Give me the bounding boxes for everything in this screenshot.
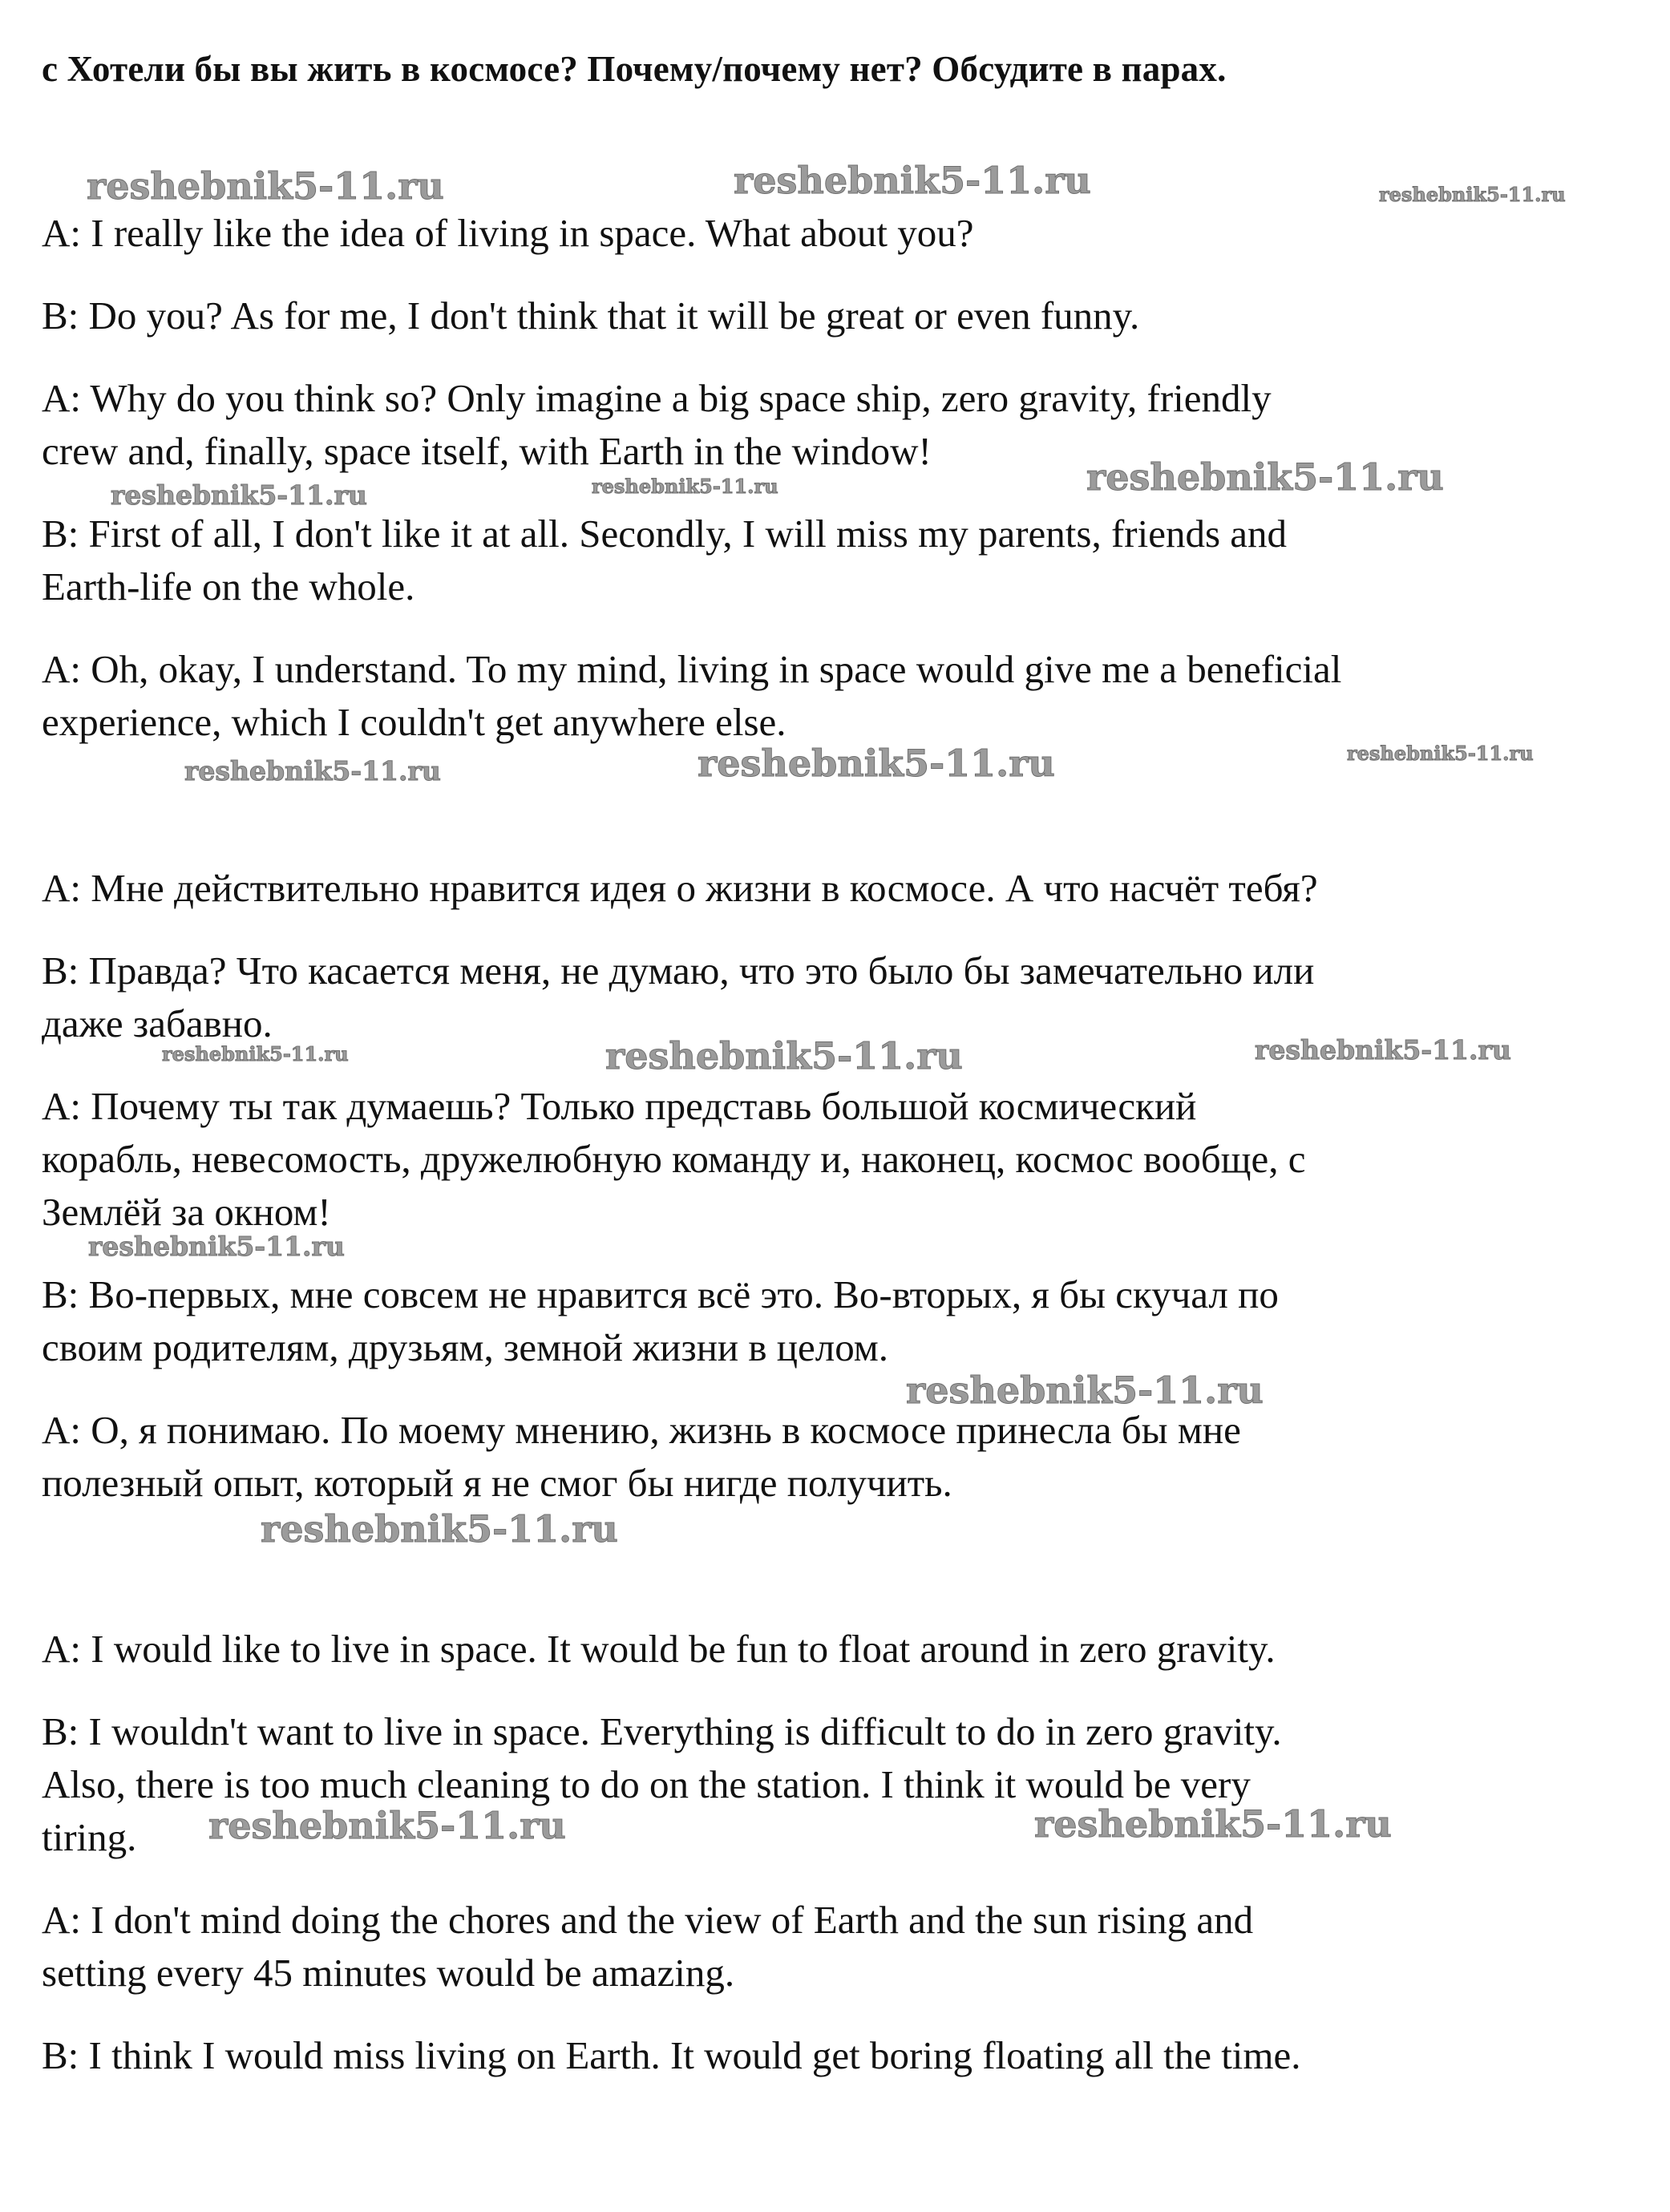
- watermark: reshebnik5-11.ru: [1347, 742, 1534, 765]
- watermark: reshebnik5-11.ru: [906, 1369, 1264, 1412]
- watermark: reshebnik5-11.ru: [162, 1042, 349, 1066]
- dialogue-line: A: Почему ты так думаешь? Только представь большой космический: [42, 1084, 1197, 1128]
- dialogue-line: B: I wouldn't want to live in space. Everything is difficult to do in zero gravity.: [42, 1709, 1282, 1753]
- dialogue-line: A: I don't mind doing the chores and the view of Earth and the sun rising and: [42, 1898, 1254, 1942]
- dialogue-line: setting every 45 minutes would be amazing.: [42, 1951, 735, 1995]
- watermark: reshebnik5-11.ru: [88, 1231, 345, 1262]
- watermark: reshebnik5-11.ru: [605, 1034, 963, 1078]
- dialogue-line: A: О, я понимаю. По моему мнению, жизнь в космосе принесла бы мне: [42, 1408, 1241, 1452]
- watermark: reshebnik5-11.ru: [734, 159, 1091, 202]
- dialogue-line: A: Oh, okay, I understand. To my mind, living in space would give me a beneficial: [42, 647, 1342, 691]
- page-title: с Хотели бы вы жить в космосе? Почему/почему нет? Обсудите в парах.: [42, 49, 1227, 89]
- dialogue-line: crew and, finally, space itself, with Earth in the window!: [42, 429, 932, 473]
- dialogue-line: даже забавно.: [42, 1001, 273, 1045]
- watermark: reshebnik5-11.ru: [698, 742, 1055, 785]
- watermark: reshebnik5-11.ru: [87, 164, 444, 208]
- dialogue-line: A: Мне действительно нравится идея о жизни в космосе. А что насчёт тебя?: [42, 866, 1318, 910]
- dialogue-line: полезный опыт, который я не смог бы нигде получить.: [42, 1461, 952, 1505]
- dialogue-line: Earth-life on the whole.: [42, 564, 415, 609]
- dialogue-line: B: I think I would miss living on Earth. It would get boring floating all the time.: [42, 2033, 1301, 2077]
- dialogue-line: своим родителям, друзьям, земной жизни в целом.: [42, 1325, 889, 1369]
- watermark: reshebnik5-11.ru: [261, 1507, 618, 1551]
- watermark: reshebnik5-11.ru: [111, 479, 367, 511]
- dialogue-line: tiring.: [42, 1815, 137, 1859]
- dialogue-line: A: I would like to live in space. It would be fun to float around in zero gravity.: [42, 1627, 1276, 1671]
- dialogue-line: A: I really like the idea of living in space. What about you?: [42, 211, 974, 255]
- watermark: reshebnik5-11.ru: [592, 475, 778, 498]
- dialogue-line: B: First of all, I don't like it at all. Secondly, I will miss my parents, friends and: [42, 512, 1288, 556]
- dialogue-line: Also, there is too much cleaning to do on the station. I think it would be very: [42, 1762, 1251, 1806]
- dialogue-line: B: Do you? As for me, I don't think that it will be great or even funny.: [42, 293, 1140, 338]
- dialogue-line: B: Во-первых, мне совсем не нравится всё это. Во-вторых, я бы скучал по: [42, 1272, 1279, 1316]
- watermark: reshebnik5-11.ru: [1034, 1802, 1392, 1846]
- dialogue-line: experience, which I couldn't get anywhere else.: [42, 700, 786, 744]
- watermark: reshebnik5-11.ru: [1086, 455, 1444, 499]
- watermark: reshebnik5-11.ru: [1379, 183, 1566, 206]
- watermark: reshebnik5-11.ru: [184, 755, 441, 787]
- watermark: reshebnik5-11.ru: [208, 1804, 566, 1847]
- dialogue-line: A: Why do you think so? Only imagine a big space ship, zero gravity, friendly: [42, 376, 1272, 420]
- watermark: reshebnik5-11.ru: [1255, 1034, 1511, 1066]
- dialogue-line: корабль, невесомость, дружелюбную команду и, наконец, космос вообще, с: [42, 1137, 1306, 1181]
- dialogue-line: Землёй за окном!: [42, 1190, 331, 1234]
- dialogue-line: B: Правда? Что касается меня, не думаю, что это было бы замечательно или: [42, 948, 1315, 993]
